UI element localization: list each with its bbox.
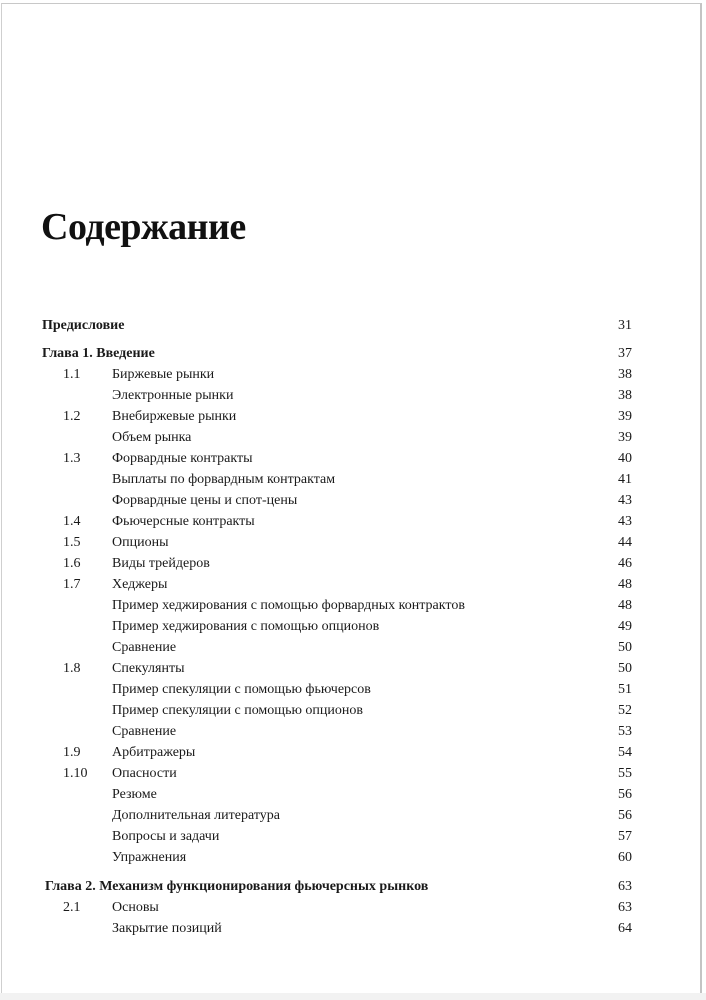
toc-entry-section[interactable]: [0, 448, 706, 469]
toc-entry-number: 1.8: [63, 661, 81, 676]
toc-entry-page: 43: [618, 514, 632, 529]
page-title: Содержание: [41, 206, 246, 248]
toc-entry-title: Вопросы и задачи: [112, 829, 220, 844]
toc-entry-subsection[interactable]: [0, 784, 706, 805]
toc-entry-page: 37: [618, 346, 632, 361]
toc-entry-page: 55: [618, 766, 632, 781]
toc-entry-section[interactable]: [0, 574, 706, 595]
toc-entry-page: 41: [618, 472, 632, 487]
toc-entry-title: Глава 2. Механизм функционирования фьючерсных рынков: [45, 879, 429, 894]
toc-entry-page: 49: [618, 619, 632, 634]
toc-entry-subsection[interactable]: [0, 490, 706, 511]
toc-entry-subsection[interactable]: [0, 637, 706, 658]
toc-entry-title: Дополнительная литература: [112, 808, 280, 823]
toc-entry-title: Сравнение: [112, 724, 177, 739]
toc-entry-title: Пример хеджирования с помощью форвардных контрактов: [112, 598, 465, 613]
toc-entry-title: Опасности: [112, 766, 177, 781]
toc-entry-title: Пример спекуляции с помощью фьючерсов: [112, 682, 371, 697]
toc-entry-number: 1.5: [63, 535, 81, 550]
toc-entry-number: 2.1: [63, 900, 81, 915]
toc-entry-title: Предисловие: [42, 318, 125, 333]
toc-entry-section[interactable]: [0, 364, 706, 385]
toc-entry-subsection[interactable]: [0, 595, 706, 616]
toc-entry-page: 57: [618, 829, 632, 844]
toc-entry-title: Биржевые рынки: [112, 367, 215, 382]
toc-entry-number: 1.6: [63, 556, 81, 571]
toc-entry-page: 43: [618, 493, 632, 508]
toc-entry-section[interactable]: [0, 511, 706, 532]
toc-entry-section[interactable]: [0, 763, 706, 784]
toc-entry-page: 56: [618, 808, 632, 823]
toc-entry-title: Виды трейдеров: [112, 556, 210, 571]
toc-entry-title: Основы: [112, 900, 159, 915]
toc-entry-page: 44: [618, 535, 632, 550]
toc-entry-title: Выплаты по форвардным контрактам: [112, 472, 336, 487]
toc-entry-title: Внебиржевые рынки: [112, 409, 237, 424]
toc-entry-page: 56: [618, 787, 632, 802]
toc-entry-title: Форвардные цены и спот-цены: [112, 493, 298, 508]
toc-entry-subsection[interactable]: [0, 679, 706, 700]
toc-entry-page: 40: [618, 451, 632, 466]
toc-entry-title: Пример спекуляции с помощью опционов: [112, 703, 363, 718]
toc-entry-title: Форвардные контракты: [112, 451, 253, 466]
toc-entry-section[interactable]: [0, 658, 706, 679]
toc-entry-title: Упражнения: [112, 850, 187, 865]
toc-entry-number: 1.3: [63, 451, 81, 466]
toc-entry-page: 60: [618, 850, 632, 865]
toc-entry-title: Резюме: [112, 787, 157, 802]
toc-entry-page: 46: [618, 556, 632, 571]
toc-entry-title: Закрытие позиций: [112, 921, 222, 936]
toc-entry-title: Сравнение: [112, 640, 177, 655]
toc-entry-page: 48: [618, 598, 632, 613]
toc-entry-number: 1.4: [63, 514, 81, 529]
toc-entry-section[interactable]: [0, 553, 706, 574]
toc-entry-page: 50: [618, 640, 632, 655]
toc-entry-title: Опционы: [112, 535, 169, 550]
toc-entry-preface[interactable]: [0, 315, 706, 336]
toc-entry-page: 63: [618, 900, 632, 915]
toc-entry-number: 1.2: [63, 409, 81, 424]
toc-entry-chapter[interactable]: [0, 343, 706, 364]
toc-entry-page: 63: [618, 879, 632, 894]
toc-entry-subsection[interactable]: [0, 847, 706, 868]
toc-entry-title: Объем рынка: [112, 430, 192, 445]
toc-entry-title: Пример хеджирования с помощью опционов: [112, 619, 380, 634]
toc-entry-page: 39: [618, 430, 632, 445]
toc-entry-subsection[interactable]: [0, 469, 706, 490]
toc-entry-page: 38: [618, 367, 632, 382]
toc-entry-title: Глава 1. Введение: [42, 346, 155, 361]
toc-entry-subsection[interactable]: [0, 826, 706, 847]
toc-entry-title: Спекулянты: [112, 661, 185, 676]
toc-entry-page: 64: [618, 921, 632, 936]
toc-entry-section[interactable]: [0, 897, 706, 918]
toc-entry-page: 38: [618, 388, 632, 403]
toc-entry-page: 53: [618, 724, 632, 739]
toc-entry-subsection[interactable]: [0, 700, 706, 721]
toc-entry-page: 39: [618, 409, 632, 424]
toc-entry-page: 52: [618, 703, 632, 718]
toc-entry-subsection[interactable]: [0, 918, 706, 939]
toc-entry-subsection[interactable]: [0, 616, 706, 637]
toc-entry-section[interactable]: [0, 742, 706, 763]
toc-entry-title: Фьючерсные контракты: [112, 514, 255, 529]
toc-entry-section[interactable]: [0, 532, 706, 553]
toc-entry-subsection[interactable]: [0, 385, 706, 406]
toc-entry-subsection[interactable]: [0, 805, 706, 826]
toc-entry-number: 1.10: [63, 766, 88, 781]
toc-entry-title: Арбитражеры: [112, 745, 196, 760]
toc-entry-page: 51: [618, 682, 632, 697]
toc-entry-page: 48: [618, 577, 632, 592]
toc-entry-number: 1.9: [63, 745, 81, 760]
page-bottom-edge: [0, 993, 706, 1000]
toc-entry-section[interactable]: [0, 406, 706, 427]
toc-entry-page: 31: [618, 318, 632, 333]
toc-entry-subsection[interactable]: [0, 427, 706, 448]
toc-entry-number: 1.7: [63, 577, 81, 592]
toc-entry-subsection[interactable]: [0, 721, 706, 742]
toc-entry-page: 54: [618, 745, 632, 760]
toc-entry-title: Электронные рынки: [112, 388, 234, 403]
toc-entry-page: 50: [618, 661, 632, 676]
toc-entry-number: 1.1: [63, 367, 81, 382]
toc-entry-title: Хеджеры: [112, 577, 168, 592]
toc-entry-chapter[interactable]: [0, 876, 706, 897]
